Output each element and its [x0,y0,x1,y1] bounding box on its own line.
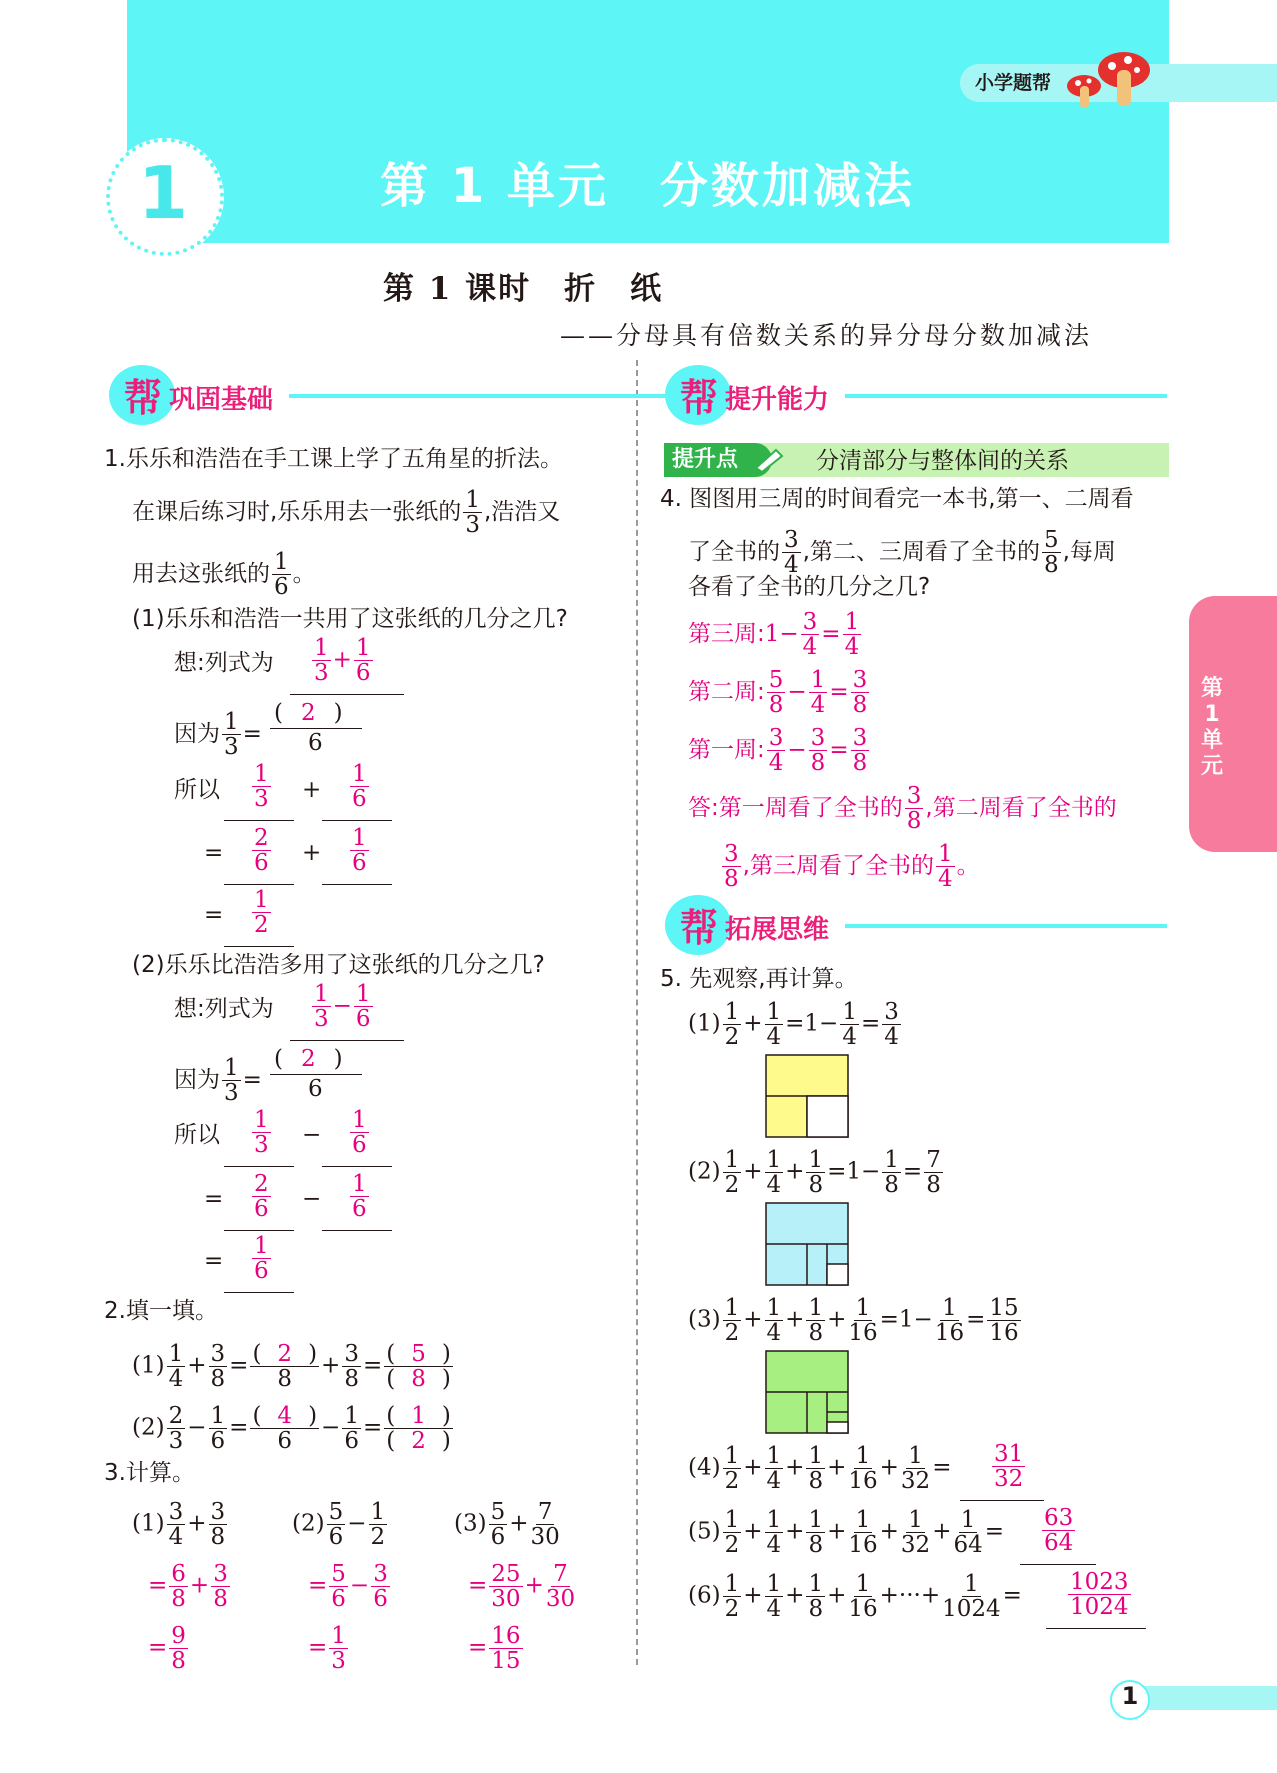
q1-p2-bracket: ( 2 ) [274,1046,343,1072]
answer-line [224,884,294,885]
denominator: 6 [308,730,323,756]
unit-title: 第 1 单元 分数加减法 [380,158,915,214]
q1-p2-step1b: $\frac{1}{6}$ [352,1107,367,1159]
square-diagram-1 [765,1054,849,1138]
square-diagram-2 [765,1202,849,1286]
q4-answer-line1: 答:第一周看了全书的 $\frac{3}{8}$ ,第二周看了全书的 [688,783,1117,835]
answer-line [960,1500,1044,1501]
answer-line [290,1040,404,1041]
unit-number: 1 [137,151,189,235]
q3-step3: = $\frac{25}{30}$ + $\frac{7}{30}$ [468,1561,576,1613]
q4-line2: 了全书的 $\frac{3}{4}$ ,第二、三周看了全书的 $\frac{5}{8}$ ,每周 [688,527,1116,579]
q1-p1-step2: $\frac{2}{6}$ [254,825,269,877]
answer-line [322,820,392,821]
section-advanced-header: 帮 提升能力 [665,365,1170,425]
unit-side-tab-label: 第1单元 [1200,676,1223,779]
section-basic-header: 帮 巩固基础 [109,365,614,425]
q5-row6: (6) $\frac{1}{2}$ + $\frac{1}{4}$ + $\frac{1}{8}$ + $\frac{1}{16}$ +···+ $\frac{1}{1024}$ = [688,1571,1022,1623]
lesson-subtitle: ——分母具有倍数关系的异分母分数加减法 [560,321,1093,350]
q5-row3: (3) $\frac{1}{2}$ + $\frac{1}{4}$ + $\frac{1}{8}$ + $\frac{1}{16}$ =1− $\frac{1}{16}$ = $\frac{15}{16}$ [688,1295,1019,1347]
mushroom-icon [1062,48,1162,118]
denominator: 6 [308,1076,323,1102]
q2-row2: (2) $\frac{2}{3}$ − $\frac{1}{6}$ = $\frac{( 4 )}{6}$ − $\frac{1}{6}$ = $\frac{( 1 )}{( 2 )}$ [132,1403,451,1455]
equals-sign: = [204,840,224,866]
q5-answer4: $\frac{31}{32}$ [994,1441,1024,1493]
answer-line [224,820,294,821]
q1-p2-expression: $\frac{1}{3}$ − $\frac{1}{6}$ [314,981,371,1033]
section-extend-header: 帮 拓展思维 [665,895,1170,955]
q3-problem3: (3) $\frac{5}{6}$ + $\frac{7}{30}$ [454,1499,560,1551]
q1-line1: 1.乐乐和浩浩在手工课上学了五角星的折法。 [104,446,563,472]
q1-p2-step1: $\frac{1}{3}$ [254,1107,269,1159]
q1-p1-so: 所以 [174,777,220,803]
q1-line3: 用去这张纸的 $\frac{1}{6}$ 。 [132,549,316,601]
answer-line [224,1292,294,1293]
equals-sign: = [204,1248,224,1274]
q3-answer2: = $\frac{1}{3}$ [308,1623,346,1675]
q4-week3: 第三周:1− $\frac{3}{4}$ = $\frac{1}{4}$ [688,609,860,661]
brand-label: 小学题帮 [975,72,1052,94]
page-number-bar [1130,1686,1277,1710]
q4-line1: 4. 图图用三周的时间看完一本书,第一、二周看 [660,486,1134,512]
q3-problem2: (2) $\frac{5}{6}$ − $\frac{1}{2}$ [292,1499,386,1551]
answer-line [322,1230,392,1231]
q1-p2-think: 想:列式为 [174,996,274,1022]
key-point-label: 提升点 [664,443,772,477]
q4-answer-line2: $\frac{3}{8}$ ,第三周看了全书的 $\frac{1}{4}$ 。 [724,841,980,893]
q3-answer1: = $\frac{9}{8}$ [148,1623,186,1675]
answer-line [290,694,404,695]
answer-line [1020,1564,1096,1565]
q5-row5: (5) $\frac{1}{2}$ + $\frac{1}{4}$ + $\frac{1}{8}$ + $\frac{1}{16}$ + $\frac{1}{32}$ + $\frac{1}{64}$ = [688,1507,1005,1559]
q1-p1-because: 因为 $\frac{1}{3}$ = [174,709,262,761]
q1-part1: (1)乐乐和浩浩一共用了这张纸的几分之几? [132,606,568,632]
q1-p1-think: 想:列式为 [174,650,274,676]
q4-week1: 第一周: $\frac{3}{4}$ − $\frac{3}{8}$ = $\frac{3}{8}$ [688,725,868,777]
q1-line2: 在课后练习时,乐乐用去一张纸的 $\frac{1}{3}$ ,浩浩又 [132,487,561,539]
pencil-icon [752,446,786,474]
header-wave-edge [127,224,1169,254]
q1-p1-step1b: $\frac{1}{6}$ [352,761,367,813]
answer-line [322,1166,392,1167]
q3-title: 3.计算。 [104,1460,195,1486]
q2-row1: (1) $\frac{1}{4}$ + $\frac{3}{8}$ = $\frac{( 2 )}{8}$ + $\frac{3}{8}$ = $\frac{( 5 )}{( 8 )}$ [132,1341,451,1393]
q1-part2: (2)乐乐比浩浩多用了这张纸的几分之几? [132,952,545,978]
q1-p2-step2: $\frac{2}{6}$ [254,1171,269,1223]
q5-answer5: $\frac{63}{64}$ [1044,1505,1074,1557]
minus-sign: − [302,1186,322,1212]
page-number: 1 [1121,1682,1139,1710]
equals-sign: = [204,1186,224,1212]
column-divider [636,360,638,1665]
plus-sign: + [302,777,322,803]
answer-line [224,946,294,947]
answer-line [224,1230,294,1231]
q5-title: 5. 先观察,再计算。 [660,966,858,992]
q3-answer3: = $\frac{16}{15}$ [468,1623,521,1675]
q1-p2-because: 因为 $\frac{1}{3}$ = [174,1055,262,1107]
q5-row1: (1) $\frac{1}{2}$ + $\frac{1}{4}$ =1− $\frac{1}{4}$ = $\frac{3}{4}$ [688,999,899,1051]
key-point-text: 分清部分与整体间的关系 [816,448,1069,474]
q3-problem1: (1) $\frac{3}{4}$ + $\frac{3}{8}$ [132,1499,226,1551]
q4-line3: 各看了全书的几分之几? [688,574,931,600]
q1-p2-step2b: $\frac{1}{6}$ [352,1171,367,1223]
lesson-title: 第 1 课时 折 纸 [383,271,664,307]
answer-line [322,884,392,885]
q1-p1-step2b: $\frac{1}{6}$ [352,825,367,877]
answer-line [224,1166,294,1167]
answer-line [1046,1628,1146,1629]
plus-sign: + [302,840,322,866]
minus-sign: − [302,1122,322,1148]
q1-p2-result: $\frac{1}{6}$ [254,1233,269,1285]
q5-answer6: $\frac{1023}{1024}$ [1070,1569,1129,1621]
q1-p1-result: $\frac{1}{2}$ [254,887,269,939]
q1-p1-step1: $\frac{1}{3}$ [254,761,269,813]
q2-title: 2.填一填。 [104,1298,218,1324]
q1-p2-so: 所以 [174,1122,220,1148]
q5-row4: (4) $\frac{1}{2}$ + $\frac{1}{4}$ + $\frac{1}{8}$ + $\frac{1}{16}$ + $\frac{1}{32}$ = [688,1443,952,1495]
q1-p1-expression: $\frac{1}{3}$ + $\frac{1}{6}$ [314,635,371,687]
equals-sign: = [204,902,224,928]
q3-step2: = $\frac{5}{6}$ − $\frac{3}{6}$ [308,1561,388,1613]
q4-week2: 第二周: $\frac{5}{8}$ − $\frac{1}{4}$ = $\frac{3}{8}$ [688,667,868,719]
q1-p1-bracket: ( 2 ) [274,700,343,726]
q3-step1: = $\frac{6}{8}$ + $\frac{3}{8}$ [148,1561,228,1613]
q5-row2: (2) $\frac{1}{2}$ + $\frac{1}{4}$ + $\frac{1}{8}$ =1− $\frac{1}{8}$ = $\frac{7}{8}$ [688,1147,941,1199]
square-diagram-3 [765,1350,849,1434]
